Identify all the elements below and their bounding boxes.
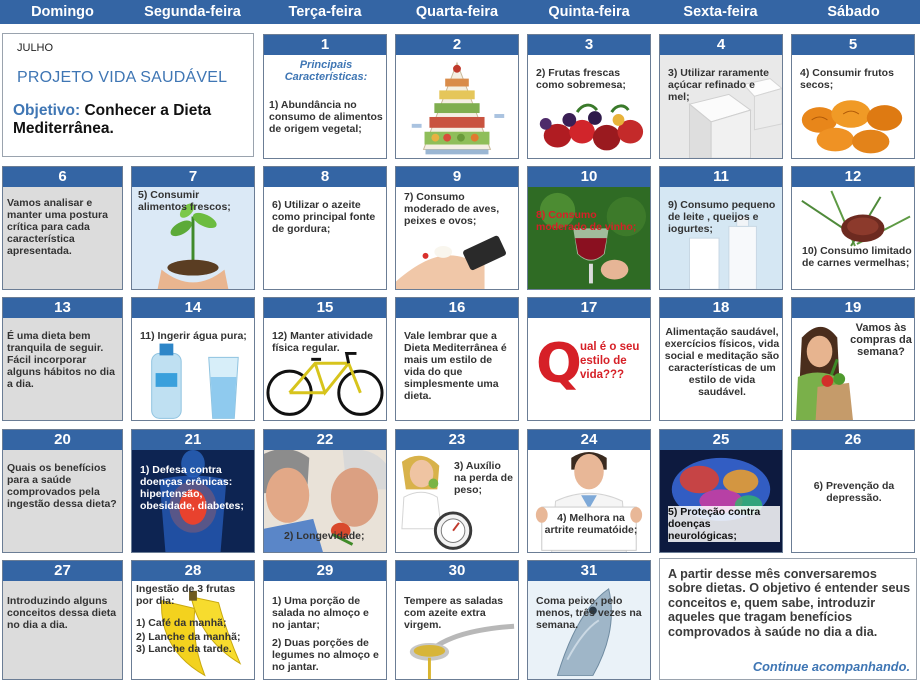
day-cell-4[interactable]	[659, 34, 783, 159]
day-text: Vamos analisar e manter uma postura crítica para cada característica apresentada.	[7, 197, 108, 257]
day-text: 8) Consumo moderado de vinho;	[536, 209, 637, 233]
day-cell-30[interactable]	[395, 560, 519, 680]
intro-box	[2, 33, 254, 157]
day-number: 27	[3, 561, 122, 581]
weekday-wednesday: Quarta-feira	[415, 4, 499, 20]
day-cell-29[interactable]	[263, 560, 387, 680]
day-text: 5) Consumir alimentos frescos;	[138, 189, 231, 213]
day-text: É uma dieta bem tranquila de seguir. Fácil incorporar alguns hábitos no dia a dia.	[7, 330, 115, 390]
weekday-thursday: Quinta-feira	[548, 4, 630, 20]
day-number: 15	[264, 298, 386, 318]
day-number: 17	[528, 298, 650, 318]
day-cell-10[interactable]	[527, 166, 651, 290]
day-text: Vamos às compras da semana?	[850, 322, 912, 358]
day-cell-1[interactable]	[263, 34, 387, 159]
day-text: Tempere as saladas com azeite extra virgem.	[404, 595, 504, 631]
day-text: 6) Prevenção da depressão.	[813, 480, 895, 504]
day-number: 14	[132, 298, 254, 318]
day-cell-3[interactable]	[527, 34, 651, 159]
day-cell-6[interactable]	[2, 166, 123, 290]
day-cell-25[interactable]	[659, 429, 783, 553]
weekday-header	[0, 0, 920, 24]
day-number: 12	[792, 167, 914, 187]
day-number: 11	[660, 167, 782, 187]
day-cell-9[interactable]	[395, 166, 519, 290]
day-text: 1) Uma porção de salada no almoço e no jantar;	[272, 595, 369, 631]
day-number: 19	[792, 298, 914, 318]
day-cell-14[interactable]	[131, 297, 255, 421]
day-number: 24	[528, 430, 650, 450]
day-number: 28	[132, 561, 254, 581]
characteristics-title: Principais Características:	[284, 59, 368, 83]
day-text: 4) Melhora na artrite reumatóide;	[544, 512, 638, 536]
red-meat-image	[792, 187, 914, 289]
closing-message-box	[659, 558, 917, 680]
day-text: 3) Auxílio na perda de peso;	[454, 460, 513, 496]
objective-text: Conhecer a Dieta Mediterrânea.	[13, 102, 212, 137]
day-number: 13	[3, 298, 122, 318]
day-number: 25	[660, 430, 782, 450]
objective	[13, 102, 253, 138]
day-text-2: 2) Duas porções de legumes no almoço e no jantar.	[272, 637, 379, 673]
day-cell-5[interactable]	[791, 34, 915, 159]
day-number: 23	[396, 430, 518, 450]
day-number: 7	[132, 167, 254, 187]
day-number: 5	[792, 35, 914, 55]
day-text: 9) Consumo pequeno de leite , queijos e iogurtes;	[668, 199, 776, 235]
day-cell-8[interactable]	[263, 166, 387, 290]
day-number: 2	[396, 35, 518, 55]
fruit-list-item: 2) Lanche da manhã;	[136, 631, 241, 643]
day-number: 26	[792, 430, 914, 450]
weekday-tuesday: Terça-feira	[288, 4, 362, 20]
objective-label: Objetivo:	[13, 102, 81, 119]
weekday-friday: Sexta-feira	[683, 4, 758, 20]
day-number: 8	[264, 167, 386, 187]
day-cell-16[interactable]	[395, 297, 519, 421]
day-number: 6	[3, 167, 122, 187]
closing-text: A partir desse mês conversaremos sobre dietas. O objetivo é entender seus conceitos e, quem sabe, introduzir aqueles que tragam benefícios comprovados à saúde no dia a dia.	[668, 567, 911, 639]
day-text: 3) Utilizar raramente açúcar refinado e mel;	[668, 67, 769, 103]
fruit-list-item: 1) Café da manhã;	[136, 617, 227, 629]
month-label: JULHO	[17, 42, 54, 54]
day-text: Quais os benefícios para a saúde comprovados pela ingestão dessa dieta?	[7, 462, 117, 510]
day-text: 2) Longevidade;	[284, 530, 365, 542]
day-text: Alimentação saudável, exercícios físicos, vida social e meditação são características de um estilo de vida saudável.	[664, 326, 780, 398]
day-text: 4) Consumir frutos secos;	[800, 67, 894, 91]
doctor-image	[528, 450, 650, 552]
day-text: Vale lembrar que a Dieta Mediterrânea é mais um estilo de vida do que simplesmente uma dieta.	[404, 330, 507, 402]
day-cell-31[interactable]	[527, 560, 651, 680]
day-number: 1	[264, 35, 386, 55]
day-text: 12) Manter atividade física regular.	[272, 330, 373, 354]
day-cell-22[interactable]	[263, 429, 387, 553]
day-number: 3	[528, 35, 650, 55]
weekday-saturday: Sábado	[827, 4, 880, 20]
day-cell-17[interactable]	[527, 297, 651, 421]
project-title: PROJETO VIDA SAUDÁVEL	[17, 69, 228, 86]
day-cell-2[interactable]	[395, 34, 519, 159]
day-number: 9	[396, 167, 518, 187]
day-cell-28[interactable]	[131, 560, 255, 680]
day-text: 2) Frutas frescas como sobremesa;	[536, 67, 626, 91]
day-cell-15[interactable]	[263, 297, 387, 421]
day-text: 7) Consumo moderado de aves, peixes e ovos;	[404, 191, 500, 227]
day-text: 1) Defesa contra doenças crônicas: hipertensão, obesidade, diabetes;	[140, 464, 244, 512]
day-text: Coma peixe, pelo menos, três vezes na semana.	[536, 595, 642, 631]
day-text: Introduzindo alguns conceitos dessa dieta no dia a dia.	[7, 595, 117, 631]
day-number: 4	[660, 35, 782, 55]
day-text: 10) Consumo limitado de carnes vermelhas;	[802, 245, 912, 269]
day-number: 21	[132, 430, 254, 450]
day-cell-21[interactable]	[131, 429, 255, 553]
day-number: 22	[264, 430, 386, 450]
day-number: 31	[528, 561, 650, 581]
day-text: 5) Proteção contra doenças neurológicas;	[668, 506, 780, 542]
day-cell-19[interactable]	[791, 297, 915, 421]
question-letter: Q	[536, 332, 582, 395]
day-cell-13[interactable]	[2, 297, 123, 421]
weekday-sunday: Domingo	[31, 4, 94, 20]
day-cell-18[interactable]	[659, 297, 783, 421]
wine-glass-image	[528, 187, 650, 289]
day-number: 10	[528, 167, 650, 187]
day-cell-20[interactable]	[2, 429, 123, 553]
day-cell-24[interactable]	[527, 429, 651, 553]
day-number: 18	[660, 298, 782, 318]
closing-footer: Continue acompanhando.	[752, 659, 910, 674]
day-cell-23[interactable]	[395, 429, 519, 553]
day-number: 29	[264, 561, 386, 581]
day-text: 1) Abundância no consumo de alimentos de origem vegetal;	[269, 99, 383, 135]
day-cell-11[interactable]	[659, 166, 783, 290]
food-pyramid-image	[396, 55, 518, 158]
day-text: 11) Ingerir água pura;	[140, 330, 247, 342]
day-text: 6) Utilizar o azeite como principal fonte de gordura;	[272, 199, 376, 235]
fruit-list-item: 3) Lanche da tarde.	[136, 643, 232, 655]
day-number: 20	[3, 430, 122, 450]
day-text: Ingestão de 3 frutas por dia:	[136, 583, 236, 607]
day-text: ual é o seu estilo de vida???	[580, 341, 640, 381]
day-cell-27[interactable]	[2, 560, 123, 680]
day-number: 16	[396, 298, 518, 318]
day-number: 30	[396, 561, 518, 581]
weekday-monday: Segunda-feira	[144, 4, 241, 20]
day-cell-12[interactable]	[791, 166, 915, 290]
day-cell-26[interactable]	[791, 429, 915, 553]
day-cell-7[interactable]	[131, 166, 255, 290]
